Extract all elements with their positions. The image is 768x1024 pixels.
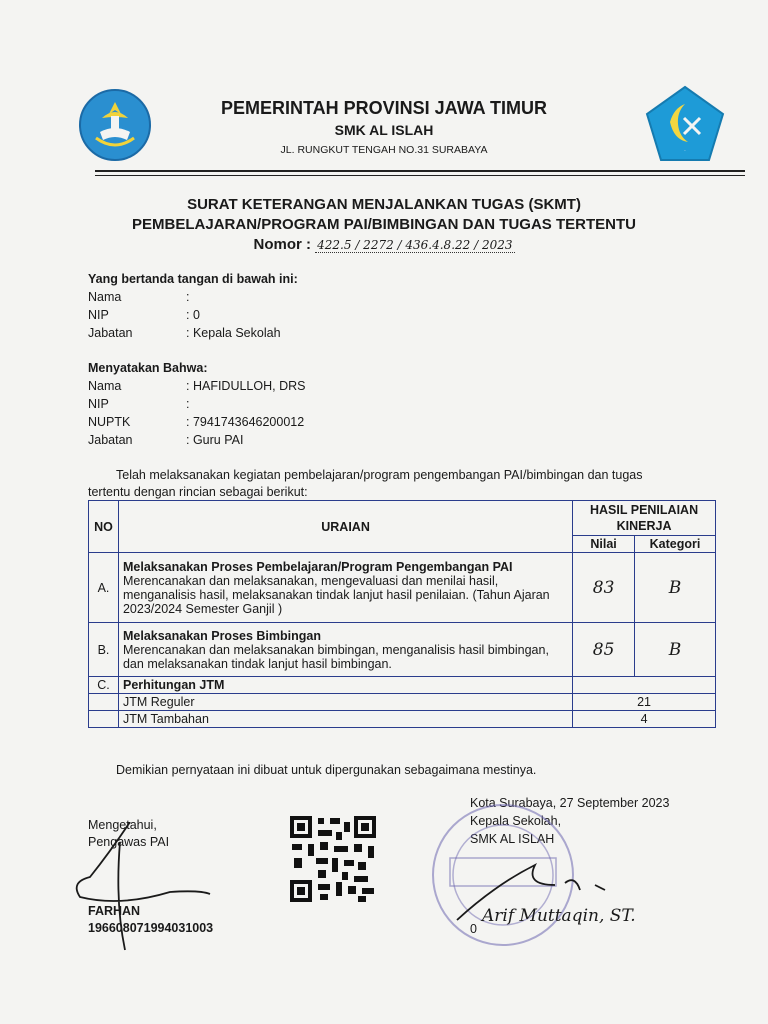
row-a-title: Melaksanakan Proses Pembelajaran/Program Pengembangan PAI bbox=[122, 559, 513, 574]
table-row bbox=[89, 623, 716, 677]
row-b-kategori: B bbox=[635, 623, 716, 677]
subject-nip-value: : bbox=[186, 397, 190, 411]
signer-name-label: Nama bbox=[88, 290, 122, 304]
signer-jabatan-label: Jabatan bbox=[88, 326, 133, 340]
row-a-desc: Merencanakan dan melaksanakan, mengevaluasi dan menilai hasil, menganalisis hasil, melaksanakan tindak lanjut hasil penilaian. (Tahun Ajaran 2023/2024 Semester Ganjil ) bbox=[122, 573, 550, 616]
qr-code bbox=[288, 814, 378, 904]
header-rule-thin bbox=[95, 175, 745, 176]
row-c-no: C. bbox=[89, 677, 119, 694]
col-nilai-header: Nilai bbox=[573, 536, 635, 553]
intro-line1: Telah melaksanakan kegiatan pembelajaran/program pengembangan PAI/bimbingan dan tugas bbox=[116, 468, 643, 482]
signer-jabatan-value: : Kepala Sekolah bbox=[186, 326, 281, 340]
jtm-reguler-label: JTM Reguler bbox=[118, 694, 572, 711]
jtm-reguler-value: 21 bbox=[573, 694, 716, 711]
subject-nip-label: NIP bbox=[88, 397, 109, 411]
subject-jabatan-label: Jabatan bbox=[88, 433, 133, 447]
subject-name-label: Nama bbox=[88, 379, 122, 393]
svg-text:·: · bbox=[684, 148, 686, 154]
closing-statement: Demikian pernyataan ini dibuat untuk dipergunakan sebagaimana mestinya. bbox=[116, 763, 537, 777]
header-line2: SMK AL ISLAH bbox=[334, 122, 434, 138]
nomor-label: Nomor : bbox=[253, 236, 311, 253]
supervisor-nip: 196608071994031003 bbox=[88, 921, 214, 935]
row-a-uraian bbox=[118, 553, 572, 623]
subject-nuptk-value: : 7941743646200012 bbox=[186, 415, 305, 429]
head-handwritten-name: Arif Muttaqin, ST. bbox=[482, 906, 636, 926]
jtm-tambahan-label: JTM Tambahan bbox=[118, 711, 572, 728]
row-a-no: A. bbox=[89, 553, 119, 623]
col-uraian-header: URAIAN bbox=[118, 501, 572, 553]
signer-name-value: : bbox=[186, 290, 190, 304]
left-line2: Pengawas PAI bbox=[88, 835, 170, 849]
subject-jabatan-value: : Guru PAI bbox=[186, 433, 244, 447]
signer-nip-value: : 0 bbox=[186, 308, 200, 322]
signer-nip-label: NIP bbox=[88, 308, 109, 322]
header-address: JL. RUNGKUT TENGAH NO.31 SURABAYA bbox=[280, 144, 488, 156]
table-row bbox=[89, 553, 716, 623]
document-number bbox=[0, 236, 768, 253]
row-a-kategori: B bbox=[635, 553, 716, 623]
performance-table bbox=[88, 500, 716, 728]
header-rule-thick bbox=[95, 170, 745, 172]
table-row bbox=[89, 677, 716, 694]
document-title-line2: PEMBELAJARAN/PROGRAM PAI/BIMBINGAN DAN TUGAS TERTENTU bbox=[132, 216, 636, 233]
table-header-row bbox=[89, 501, 716, 536]
subject-name-value: : HAFIDULLOH, DRS bbox=[186, 379, 306, 393]
table-row bbox=[89, 694, 716, 711]
row-b-nilai: 85 bbox=[573, 623, 635, 677]
nomor-value: 422.5 / 2272 / 436.4.8.22 / 2023 bbox=[317, 238, 513, 252]
col-no-header: NO bbox=[89, 501, 119, 553]
row-b-desc: Merencanakan dan melaksanakan bimbingan, menganalisis hasil bimbingan, dan melaksanakan tindak lanjut hasil bimbingan. bbox=[122, 642, 549, 671]
supervisor-name: FARHAN bbox=[88, 904, 141, 918]
col-hasil-header: HASIL PENILAIAN KINERJA bbox=[573, 501, 716, 536]
left-line1: Mengetahui, bbox=[88, 818, 157, 832]
row-a-nilai: 83 bbox=[573, 553, 635, 623]
row-b-title: Melaksanakan Proses Bimbingan bbox=[122, 628, 321, 643]
intro-line2: tertentu dengan rincian sebagai berikut: bbox=[88, 485, 308, 499]
header-line1: PEMERINTAH PROVINSI JAWA TIMUR bbox=[220, 98, 548, 118]
document-title-line1: SURAT KETERANGAN MENJALANKAN TUGAS (SKMT) bbox=[187, 196, 581, 213]
col-kategori-header: Kategori bbox=[635, 536, 716, 553]
row-b-uraian bbox=[118, 623, 572, 677]
right-role2: SMK AL ISLAH bbox=[470, 832, 555, 846]
subject-nuptk-label: NUPTK bbox=[88, 415, 131, 429]
place-date: Kota Surabaya, 27 September 2023 bbox=[470, 796, 670, 810]
jtm-tambahan-value: 4 bbox=[573, 711, 716, 728]
table-row bbox=[89, 711, 716, 728]
head-nip-prefix: 0 bbox=[470, 922, 477, 936]
row-b-no: B. bbox=[89, 623, 119, 677]
subject-heading: Menyatakan Bahwa: bbox=[88, 361, 208, 375]
row-c-title: Perhitungan JTM bbox=[118, 677, 572, 694]
signer-heading: Yang bertanda tangan di bawah ini: bbox=[88, 272, 298, 286]
right-role1: Kepala Sekolah, bbox=[470, 814, 562, 828]
